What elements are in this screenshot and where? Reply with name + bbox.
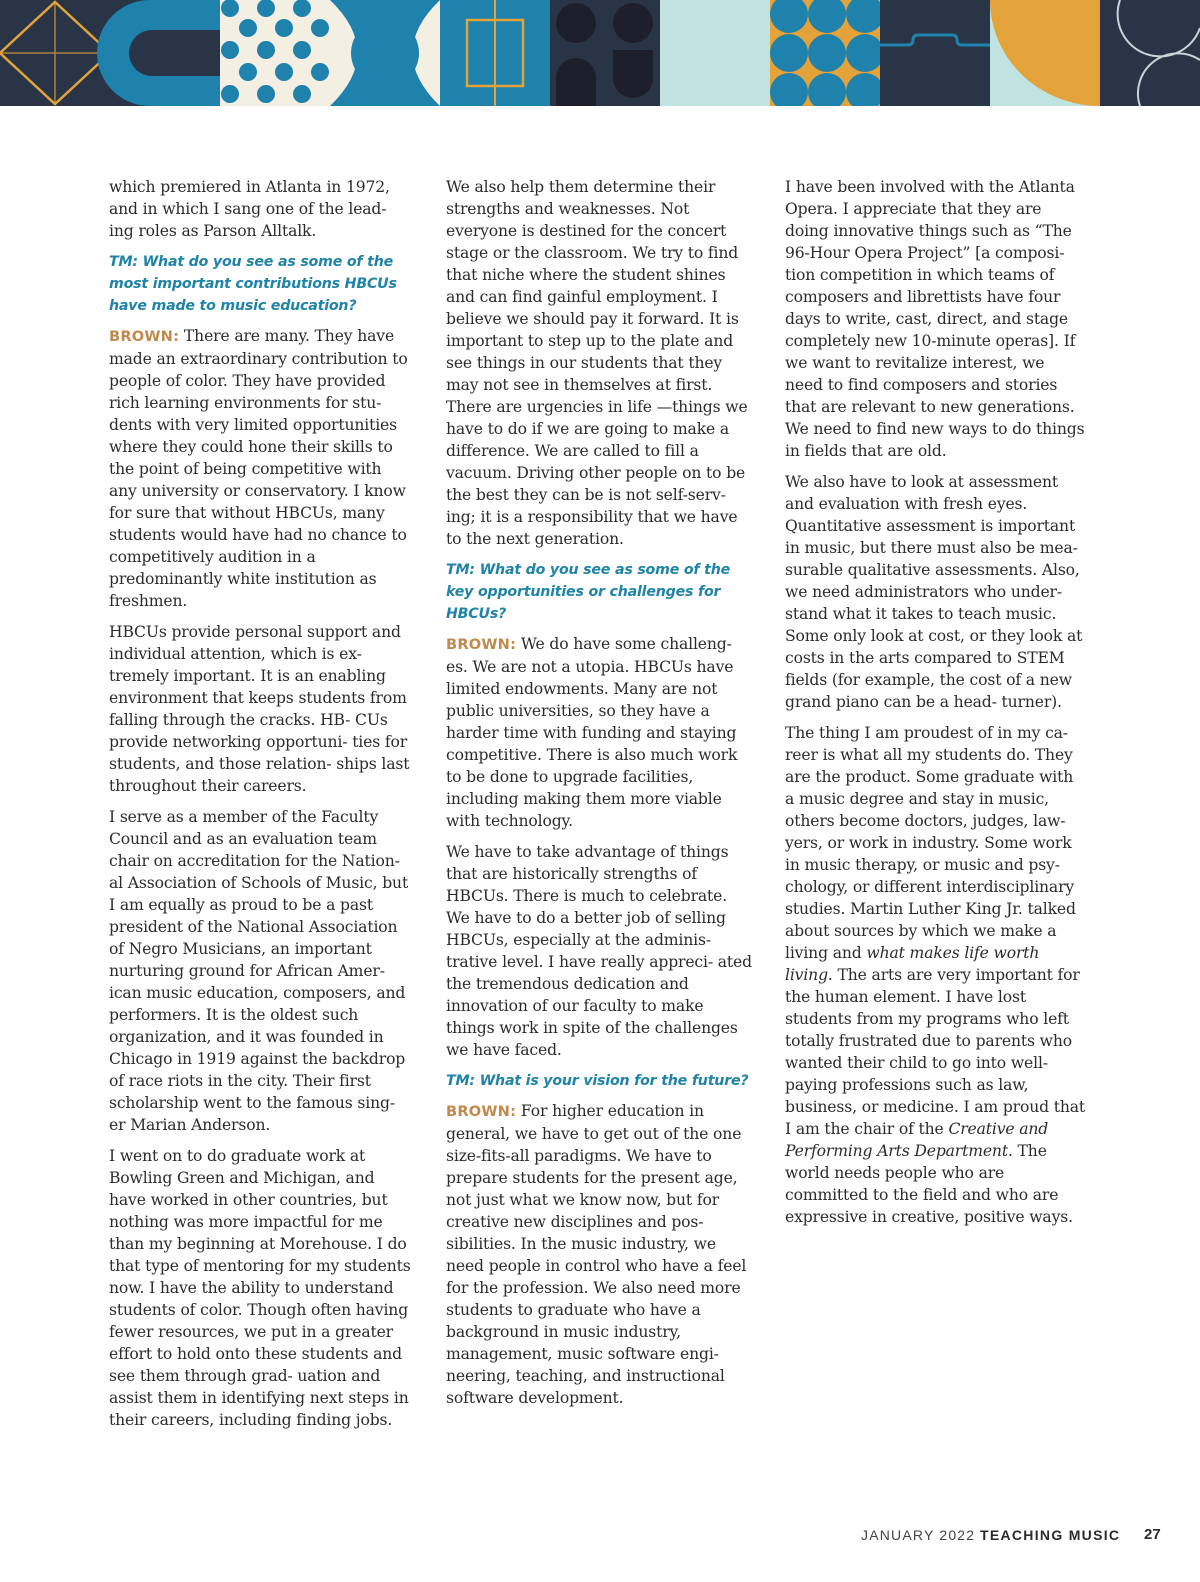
page-number: 27 xyxy=(1144,1526,1161,1543)
banner-tile-star xyxy=(330,0,440,106)
italic-text: what makes life worth living. xyxy=(785,944,1040,984)
body-paragraph: which premiered in Atlanta in 1972, and in which I sang one of the lead- ing roles as Parson Alltalk. xyxy=(109,178,390,240)
text-run: The world needs people who are committed to the field and who are expressive in creative, positive ways. xyxy=(785,1142,1073,1226)
article-column-2 xyxy=(446,176,752,1418)
body-paragraph: HBCUs provide personal support and individual attention, which is ex- tremely important. It is an enabling environment that keeps students from falling through the cracks. HB- CUs provide networking opportuni- ties for students, and those relation- ships last throughout their careers. xyxy=(109,623,410,795)
interview-answer xyxy=(446,633,752,832)
page-footer xyxy=(861,1527,1166,1547)
banner-tile-arcs xyxy=(1100,0,1200,106)
department-name: Creative and Performing Arts Department. xyxy=(785,1120,1049,1160)
speaker-label: BROWN: xyxy=(109,328,180,345)
interview-answer xyxy=(109,325,411,612)
banner-tile-circles-dark xyxy=(550,0,660,106)
banner-tile-line xyxy=(880,0,990,106)
banner-tile-aqua xyxy=(660,0,770,106)
body-paragraph: I serve as a member of the Faculty Council and as an evaluation team chair on accreditation for the Nation- al Association of Schools of Music, but I am equally as proud to be a past president of the National Association of Negro Musicians, an important nurturing ground for African Amer- ican music education, composers, and performers. It is the oldest such organization, and it was founded in Chicago in 1919 against the backdrop of race riots in the city. Their first scholarship went to the famous sing- er Marian Anderson. xyxy=(109,808,409,1134)
magazine-title: TEACHING MUSIC xyxy=(980,1527,1121,1543)
interview-question: TM: What is your vision for the future? xyxy=(446,1073,749,1089)
body-paragraph: I went on to do graduate work at Bowling Green and Michigan, and have worked in other countries, but nothing was more impactful for me than my beginning at Morehouse. I do that type of mentoring for my students now. I have the ability to understand students of color. Though often having fewer resources, we put in a greater effort to hold onto these students and see them through grad- uation and assist them in identifying next steps in their careers, including finding jobs. xyxy=(109,1147,411,1429)
interview-answer xyxy=(446,1100,752,1409)
answer-text: There are many. They have made an extraordinary contribution to people of color. They have provided rich learning environments for stu- dents with very limited opportunities where they could hone their skills to the point of being competitive with any university or conservatory. I know for sure that without HBCUs, many students would have had no chance to competitively audition in a predominantly white institution as freshmen. xyxy=(109,327,408,610)
article-column-1 xyxy=(109,176,411,1440)
banner-tile-dots xyxy=(220,0,330,106)
body-paragraph xyxy=(785,722,1087,1228)
interview-question: TM: What do you see as some of the most important contributions HBCUs have made to music education? xyxy=(109,254,397,314)
body-paragraph: I have been involved with the Atlanta Opera. I appreciate that they are doing innovative things such as “The 96-Hour Opera Project” [a composi- tion competition in which teams of composers and librettists have four days to write, cast, direct, and stage completely new 10-minute operas]. If we want to revitalize interest, we need to find composers and stories that are relevant to new generations. We need to find new ways to do things in fields that are old. xyxy=(785,178,1085,460)
body-paragraph: We also help them determine their strengths and weaknesses. Not everyone is destined for the concert stage or the classroom. We try to find that niche where the student shines and can find gainful employment. I believe we should pay it forward. It is important to step up to the plate and see things in our students that they may not see in themselves at first. There are urgencies in life —things we have to do if we are going to make a difference. We are called to fill a vacuum. Driving other people on to be the best they can be is not self-serv- ing; it is a responsibility that we have to the next generation. xyxy=(446,178,748,548)
decorative-pattern-banner xyxy=(0,0,1200,106)
answer-text: For higher education in general, we have to get out of the one size-fits-all paradigms. We have to prepare students for the present age, not just what we know now, but for creative new disciplines and pos- sibilities. In the music industry, we need people in control who have a feel for the profession. We also need more students to graduate who have a background in music industry, management, music software engi- neering, teaching, and instructional software development. xyxy=(446,1102,747,1407)
banner-tile-diamond xyxy=(0,0,110,106)
text-run: The arts are very important for the human element. I have lost students from my programs who left totally frustrated due to parents who wanted their child to go into well-paying professions such as law, business, or medicine. I am proud that I am the chair of the xyxy=(785,966,1086,1138)
banner-tile-quarter-circle xyxy=(990,0,1100,106)
interview-question: TM: What do you see as some of the key opportunities or challenges for HBCUs? xyxy=(446,562,731,622)
banner-tile-circles-gold xyxy=(770,0,884,106)
banner-tile-square xyxy=(440,0,550,106)
article-column-3 xyxy=(785,176,1087,1237)
issue-date: JANUARY 2022 xyxy=(861,1527,976,1543)
body-paragraph: We also have to look at assessment and evaluation with fresh eyes. Quantitative assessment is important in music, but there must also be mea- surable qualitative assessments. Also, we need administrators who under- stand what it takes to teach music. Some only look at cost, or they look at costs in the arts compared to STEM fields (for example, the cost of a new grand piano can be a head- turner). xyxy=(785,473,1083,711)
speaker-label: BROWN: xyxy=(446,636,517,653)
banner-tile-arch xyxy=(97,0,220,106)
answer-text: We do have some challeng- es. We are not a utopia. HBCUs have limited endowments. Many are not public universities, so they have a harder time with funding and staying competitive. There is also much work to be done to upgrade facilities, including making them more viable with technology. xyxy=(446,635,738,830)
text-run: The thing I am proudest of in my ca- reer is what all my students do. They are the product. Some graduate with a music degree and stay in music, others become doctors, judges, law- yers, or work in industry. Some work in music therapy, or music and psy- chology, or different interdisciplinary studies. Martin Luther King Jr. talked about sources by which we make a living and xyxy=(785,724,1076,962)
body-paragraph: We have to take advantage of things that are historically strengths of HBCUs. There is much to celebrate. We have to do a better job of selling HBCUs, especially at the adminis- trative level. I have really appreci- ated the tremendous dedication and innovation of our faculty to make things work in spite of the challenges we have faced. xyxy=(446,843,752,1059)
speaker-label: BROWN: xyxy=(446,1103,517,1120)
